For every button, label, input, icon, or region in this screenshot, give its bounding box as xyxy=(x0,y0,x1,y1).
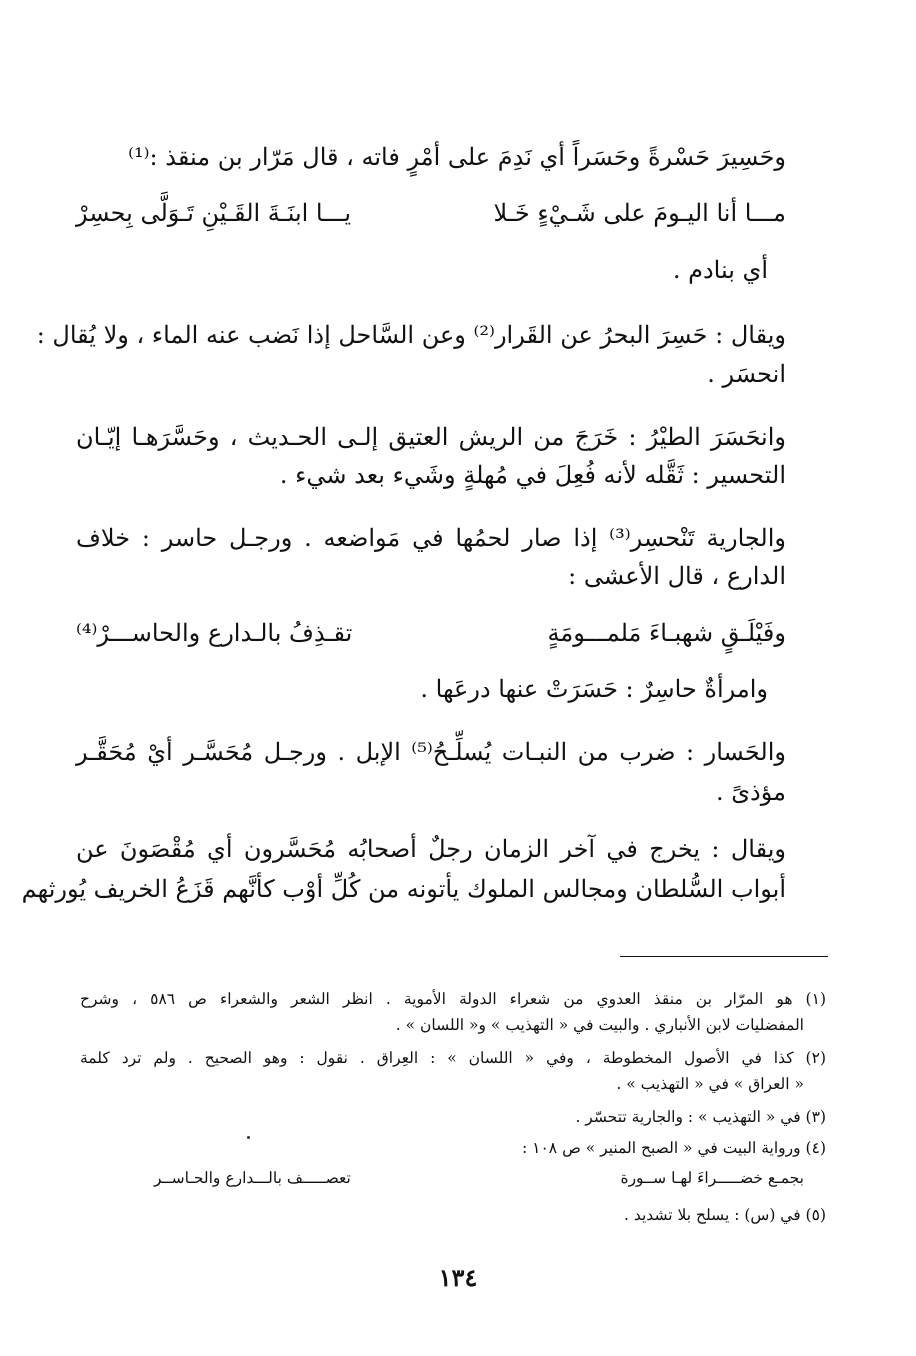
verse-2-second-hemistich: تقـذِفُ بالـدارع والحاســـرْ⁽⁴⁾ xyxy=(76,619,353,647)
footnote-1-line-1: (١) هو المرّار بن منقذ العدوي من شعراء الدولة الأموية . انظر الشعر والشعراء ص ٥٨٦ ، وشرح xyxy=(80,990,827,1008)
footnote-4-line-1: (٤) ورواية البيت في « الصبح المنير » ص ١٠٨ : xyxy=(522,1139,826,1157)
footnote-separator xyxy=(620,956,828,957)
footnote-2-line-2: « العراق » في « التهذيب » . xyxy=(616,1075,804,1093)
footnote-5: (٥) في (س) : يسلح بلا تشديد . xyxy=(624,1206,826,1224)
footnote-3: (٣) في « التهذيب » : والجارية تتحسّر . xyxy=(575,1108,826,1126)
paragraph-2-line-1: ويقال : حَسِرَ البحرُ عن القَرار⁽²⁾ وعن السَّاحل إذا نَضب عنه الماء ، ولا يُقال : xyxy=(36,321,786,349)
paragraph-5-line-2: مؤذىً . xyxy=(716,778,786,806)
paragraph-3-line-1: وانحَسَرَ الطيْرُ : خَرَجَ من الريش العتيق إلـى الحـديث ، وحَسَّرَهـا إيّـان xyxy=(76,423,786,451)
footnote-4-verse-second-hemistich: تعصـــــف بالـــدارع والحـاســر xyxy=(154,1169,351,1187)
verse-2-gloss: وامرأةٌ حاسِرٌ : حَسَرَتْ عنها درعَها . xyxy=(420,675,768,703)
footnote-4-verse xyxy=(154,1167,804,1189)
paragraph-5-line-1: والحَسار : ضرب من النبـات يُسلِّـحُ⁽⁵⁾ الإبل . ورجـل مُحَسَّـر أيْ مُحَقَّـر xyxy=(76,738,786,766)
verse-1-gloss: أي بنادم . xyxy=(672,256,768,284)
paragraph-1-line-1: وحَسِيرَ حَسْرةً وحَسَراً أي نَدِمَ على أمْرٍ فاته ، قال مَرّار بن منقذ :⁽¹⁾ xyxy=(128,143,786,171)
paragraph-2-line-2: انحسَر . xyxy=(707,360,786,388)
stray-ink-dot xyxy=(247,1136,250,1139)
verse-2 xyxy=(76,616,786,650)
verse-1 xyxy=(76,196,786,230)
footnote-2-line-1: (٢) كذا في الأصول المخطوطة ، وفي « اللسان » : العِراق . نقول : وهو الصحيح . ولم ترد كلمة xyxy=(80,1049,826,1067)
footnote-4-verse-first-hemistich: بجمـع خضـــــراءَ لهـا ســورة xyxy=(620,1169,804,1187)
verse-1-second-hemistich: يـــا ابنَـةَ القَـيْنِ تَـوَلَّى بِحسِرْ xyxy=(76,199,352,227)
verse-1-first-hemistich: مـــا أنا اليـومَ على شَـيْءٍ خَـلا xyxy=(493,199,786,227)
paragraph-4-line-2: الدارع ، قال الأعشى : xyxy=(568,562,786,590)
footnote-1-line-2: المفضليات لابن الأنباري . والبيت في « التهذيب » و« اللسان » . xyxy=(395,1016,804,1034)
paragraph-6-line-1: ويقال : يخرج في آخر الزمان رجلٌ أصحابُه مُحَسَّرون أي مُقْصَونَ عن xyxy=(76,835,786,863)
paragraph-6-line-2: أبواب السُّلطان ومجالس الملوك يأتونه من كُلِّ أوْب كأنَّهم قَزَعُ الخريف يُورثهم xyxy=(21,875,786,903)
page-number: ١٣٤ xyxy=(438,1263,478,1292)
paragraph-4-line-1: والجارية تَنْحسِر⁽³⁾ إذا صار لحمُها في مَواضعه . ورجـل حاسر : خلاف xyxy=(76,524,786,552)
verse-2-first-hemistich: وفَيْلَـقٍ شهبـاءَ مَلمـــومَةٍ xyxy=(547,619,786,647)
paragraph-3-line-2: التحسير : ثَقَّله لأنه فُعِلَ في مُهلةٍ وشَيء بعد شيء . xyxy=(279,461,786,489)
